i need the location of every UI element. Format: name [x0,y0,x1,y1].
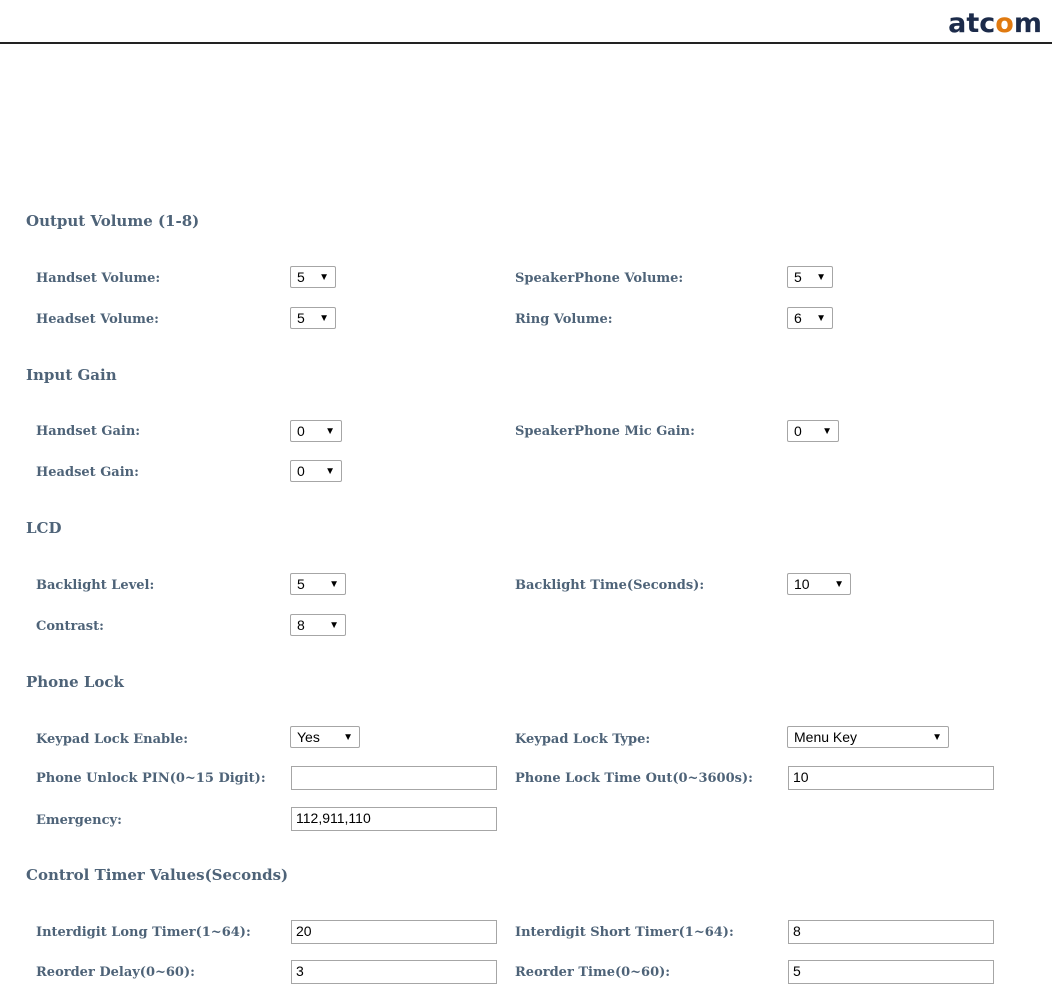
headset-volume-value: 5 [297,310,305,326]
keypad-lock-enable-label: Keypad Lock Enable: [36,732,189,747]
section-output-volume: Output Volume (1-8) [26,212,200,230]
chevron-down-icon: ▼ [319,312,329,324]
handset-volume-label: Handset Volume: [36,271,161,286]
chevron-down-icon: ▼ [816,271,826,283]
handset-volume-select[interactable] [290,266,336,288]
ring-volume-select[interactable] [787,307,833,329]
interdigit-long-label: Interdigit Long Timer(1~64): [36,925,251,940]
emergency-input[interactable]: 112,911,110 [291,807,497,831]
handset-gain-value: 0 [297,423,305,439]
handset-volume-value: 5 [297,269,305,285]
handset-gain-select[interactable] [290,420,342,442]
section-lcd: LCD [26,519,62,537]
contrast-label: Contrast: [36,619,104,634]
chevron-down-icon: ▼ [319,271,329,283]
phone-unlock-pin-input[interactable] [291,766,497,790]
reorder-delay-input[interactable]: 3 [291,960,497,984]
header-divider [0,42,1052,44]
ring-volume-value: 6 [794,310,802,326]
interdigit-long-input[interactable]: 20 [291,920,497,944]
chevron-down-icon: ▼ [329,578,339,590]
chevron-down-icon: ▼ [343,731,353,743]
phone-lock-timeout-label: Phone Lock Time Out(0~3600s): [515,771,753,786]
atcom-logo [948,8,1042,39]
keypad-lock-type-select[interactable] [787,726,949,748]
speakerphone-mic-gain-select[interactable] [787,420,839,442]
headset-gain-label: Headset Gain: [36,465,139,480]
contrast-select[interactable] [290,614,346,636]
keypad-lock-enable-value: Yes [297,729,320,745]
backlight-time-select[interactable] [787,573,851,595]
handset-gain-label: Handset Gain: [36,424,141,439]
speakerphone-volume-value: 5 [794,269,802,285]
headset-volume-select[interactable] [290,307,336,329]
speakerphone-mic-gain-value: 0 [794,423,802,439]
chevron-down-icon: ▼ [822,425,832,437]
keypad-lock-enable-select[interactable] [290,726,360,748]
backlight-level-value: 5 [297,576,305,592]
speakerphone-volume-select[interactable] [787,266,833,288]
headset-gain-select[interactable] [290,460,342,482]
backlight-time-value: 10 [794,576,810,592]
emergency-label: Emergency: [36,813,122,828]
reorder-time-input[interactable]: 5 [788,960,994,984]
speakerphone-volume-label: SpeakerPhone Volume: [515,271,684,286]
backlight-time-label: Backlight Time(Seconds): [515,578,705,593]
chevron-down-icon: ▼ [325,425,335,437]
chevron-down-icon: ▼ [329,619,339,631]
interdigit-short-input[interactable]: 8 [788,920,994,944]
chevron-down-icon: ▼ [932,731,942,743]
phone-unlock-pin-label: Phone Unlock PIN(0~15 Digit): [36,771,266,786]
interdigit-short-label: Interdigit Short Timer(1~64): [515,925,734,940]
section-phone-lock: Phone Lock [26,673,124,691]
reorder-time-label: Reorder Time(0~60): [515,965,671,980]
logo-part-atc: atc [948,8,996,39]
headset-gain-value: 0 [297,463,305,479]
headset-volume-label: Headset Volume: [36,312,159,327]
backlight-level-label: Backlight Level: [36,578,155,593]
section-input-gain: Input Gain [26,366,117,384]
chevron-down-icon: ▼ [816,312,826,324]
reorder-delay-label: Reorder Delay(0~60): [36,965,195,980]
logo-part-o: o [995,8,1014,39]
phone-lock-timeout-input[interactable]: 10 [788,766,994,790]
chevron-down-icon: ▼ [325,465,335,477]
contrast-value: 8 [297,617,305,633]
chevron-down-icon: ▼ [834,578,844,590]
logo-part-m: m [1013,8,1042,39]
keypad-lock-type-value: Menu Key [794,729,858,745]
speakerphone-mic-gain-label: SpeakerPhone Mic Gain: [515,424,695,439]
keypad-lock-type-label: Keypad Lock Type: [515,732,651,747]
backlight-level-select[interactable] [290,573,346,595]
section-control-timer: Control Timer Values(Seconds) [26,866,289,884]
ring-volume-label: Ring Volume: [515,312,613,327]
